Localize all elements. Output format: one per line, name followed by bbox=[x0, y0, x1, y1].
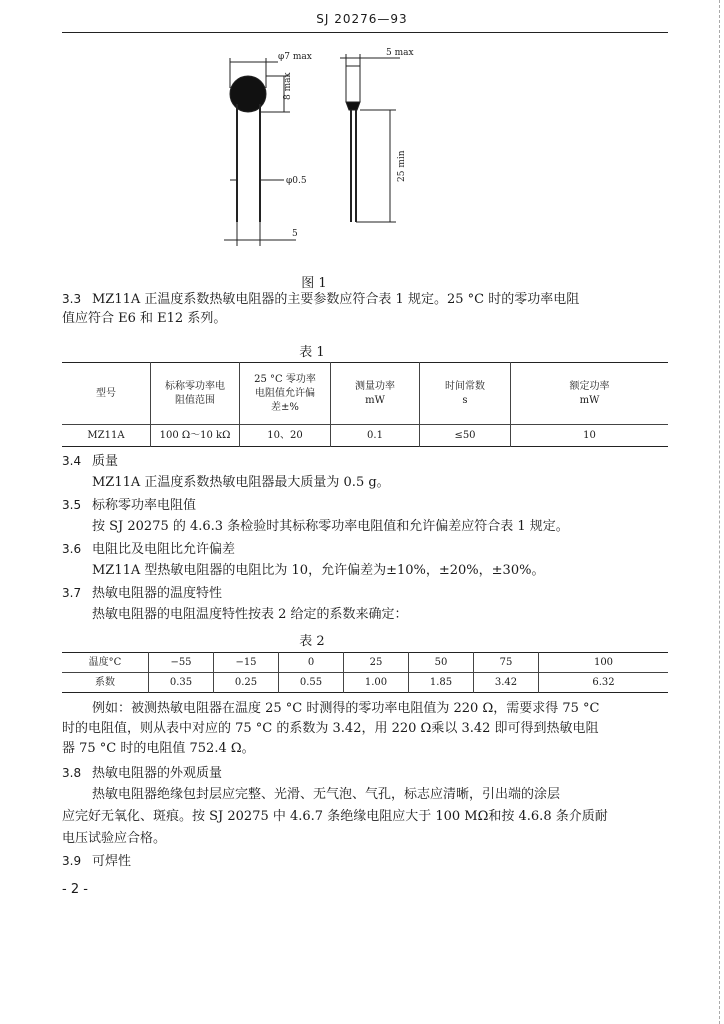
th-line: s bbox=[462, 394, 468, 406]
header-rule bbox=[62, 32, 668, 33]
section-number: 3.3 bbox=[62, 292, 82, 306]
section-title: 质量 bbox=[92, 454, 119, 469]
section-title: 标称零功率电阻值 bbox=[92, 498, 197, 513]
th-line: 差±% bbox=[271, 401, 299, 413]
table1-header-row bbox=[62, 363, 668, 425]
cell-coef: 6.32 bbox=[539, 673, 669, 693]
cell-temp: −15 bbox=[214, 653, 279, 673]
section-3-8-body: 应完好无氧化、斑痕。按 SJ 20275 中 4.6.7 条绝缘电阻应大于 100 MΩ和按 4.6.8 条介质耐 bbox=[62, 809, 608, 824]
section-3-4-body: MZ11A 正温度系数热敏电阻器最大质量为 0.5 g。 bbox=[92, 475, 390, 490]
section-text: MZ11A 正温度系数热敏电阻器的主要参数应符合表 1 规定。25 °C 时的零功率电阻 bbox=[92, 292, 580, 307]
section-3-8-body: 电压试验应合格。 bbox=[62, 831, 167, 846]
section-number: 3.6 bbox=[62, 542, 82, 556]
cell-rated: 10 bbox=[511, 425, 669, 447]
section-number: 3.9 bbox=[62, 854, 82, 868]
section-number: 3.4 bbox=[62, 454, 82, 468]
section-number: 3.7 bbox=[62, 586, 82, 600]
th-line: 电阻值允许偏 bbox=[255, 387, 315, 399]
cell-coef: 0.25 bbox=[214, 673, 279, 693]
document-code: SJ 20276—93 bbox=[316, 12, 408, 26]
th-line: mW bbox=[365, 394, 385, 406]
table2-title: 表 2 bbox=[299, 634, 325, 649]
th-line: mW bbox=[579, 394, 600, 406]
cell-coef: 3.42 bbox=[474, 673, 539, 693]
section-3-5-body: 按 SJ 20275 的 4.6.3 条检验时其标称零功率电阻值和允许偏差应符合表 1 规定。 bbox=[92, 519, 569, 534]
section-3-3 bbox=[62, 290, 579, 309]
scan-edge bbox=[719, 0, 720, 1024]
th-line: 测量功率 bbox=[355, 380, 395, 392]
section-3-4 bbox=[62, 452, 118, 471]
th-line: 时间常数 bbox=[445, 380, 485, 392]
th-tolerance bbox=[240, 363, 331, 425]
th-nominal bbox=[151, 363, 240, 425]
section-3-5 bbox=[62, 496, 196, 515]
cell-temp: 75 bbox=[474, 653, 539, 673]
cell-tolerance: 10、20 bbox=[240, 425, 331, 447]
th-rated bbox=[511, 363, 669, 425]
cell-range: 100 Ω～10 kΩ bbox=[151, 425, 240, 447]
cell-coef: 0.55 bbox=[279, 673, 344, 693]
example-line: 器 75 °C 时的电阻值 752.4 Ω。 bbox=[62, 741, 255, 756]
table1 bbox=[62, 362, 668, 447]
thermistor-drawing bbox=[200, 42, 440, 262]
cell-coef: 1.00 bbox=[344, 673, 409, 693]
section-3-7-body: 热敏电阻器的电阻温度特性按表 2 给定的系数来确定： bbox=[92, 607, 408, 622]
cell-model: MZ11A bbox=[62, 425, 151, 447]
th-time bbox=[420, 363, 511, 425]
section-title: 电阻比及电阻比允许偏差 bbox=[92, 542, 236, 557]
cell-power: 0.1 bbox=[331, 425, 420, 447]
section-number: 3.8 bbox=[62, 766, 82, 780]
th-line: 额定功率 bbox=[569, 380, 610, 392]
section-text: 值应符合 E6 和 E12 系列。 bbox=[62, 311, 227, 326]
dim-lead-diameter: φ0.5 bbox=[286, 176, 307, 186]
section-title: 可焊性 bbox=[92, 854, 132, 869]
table-row bbox=[62, 425, 668, 447]
cell-temp: 100 bbox=[539, 653, 669, 673]
section-3-8 bbox=[62, 764, 222, 783]
section-3-9 bbox=[62, 852, 131, 871]
cell-time: ≤50 bbox=[420, 425, 511, 447]
cell-temp: 50 bbox=[409, 653, 474, 673]
section-3-6-body: MZ11A 型热敏电阻器的电阻比为 10，允许偏差为±10%，±20%，±30%。 bbox=[92, 563, 545, 578]
th-line: 标称零功率电 bbox=[165, 380, 225, 392]
section-3-7 bbox=[62, 584, 222, 603]
figure-caption: 图 1 bbox=[301, 276, 327, 291]
section-3-6 bbox=[62, 540, 235, 559]
th-model: 型号 bbox=[62, 363, 151, 425]
cell-coef: 0.35 bbox=[149, 673, 214, 693]
section-title: 热敏电阻器的外观质量 bbox=[92, 766, 223, 781]
dim-height: 8 max bbox=[283, 72, 293, 100]
example-line: 例如：被测热敏电阻器在温度 25 °C 时测得的零功率电阻值为 220 Ω，需要求得 75 °C bbox=[92, 701, 600, 716]
row-label-temperature: 温度°C bbox=[62, 653, 149, 673]
cell-temp: 0 bbox=[279, 653, 344, 673]
table-row bbox=[62, 653, 668, 673]
cell-temp: −55 bbox=[149, 653, 214, 673]
th-line: 25 °C 零功率 bbox=[254, 373, 316, 385]
dim-lead-length: 25 min bbox=[397, 150, 407, 182]
table2 bbox=[62, 652, 668, 693]
cell-coef: 1.85 bbox=[409, 673, 474, 693]
table-row bbox=[62, 673, 668, 693]
section-3-3-cont bbox=[62, 310, 226, 328]
dim-diameter: φ7 max bbox=[278, 52, 312, 62]
section-number: 3.5 bbox=[62, 498, 82, 512]
table1-title: 表 1 bbox=[299, 345, 325, 360]
cell-temp: 25 bbox=[344, 653, 409, 673]
th-power bbox=[331, 363, 420, 425]
dim-thickness: 5 max bbox=[386, 48, 414, 58]
row-label-coefficient: 系数 bbox=[62, 673, 149, 693]
th-line: 阻值范围 bbox=[175, 394, 215, 406]
dim-pitch: 5 bbox=[292, 229, 298, 239]
section-3-8-body: 热敏电阻器绝缘包封层应完整、光滑、无气泡、气孔，标志应清晰，引出端的涂层 bbox=[92, 787, 561, 802]
section-title: 热敏电阻器的温度特性 bbox=[92, 586, 223, 601]
example-line: 时的电阻值，则从表中对应的 75 °C 的系数为 3.42，用 220 Ω乘以 3.42 即可得到热敏电阻 bbox=[62, 721, 599, 736]
page-number: - 2 - bbox=[62, 882, 88, 897]
